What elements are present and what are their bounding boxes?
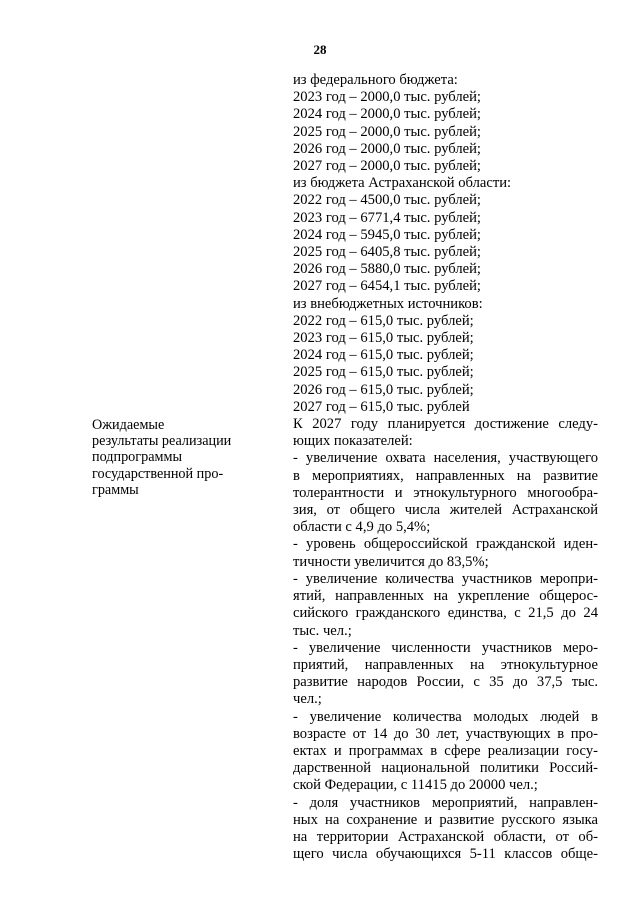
funding-line: 2026 год – 5880,0 тыс. рублей; [293,261,481,278]
funding-line: 2023 год – 615,0 тыс. рублей; [293,330,474,347]
result-line: ющих показателей: [293,433,413,450]
result-line: тичности увеличится до 83,5%; [293,553,489,570]
funding-line: 2022 год – 4500,0 тыс. рублей; [293,192,481,209]
funding-line: 2027 год – 6454,1 тыс. рублей; [293,278,481,295]
funding-line: 2022 год – 615,0 тыс. рублей; [293,312,474,329]
result-line: ных на сохранение и развитие русского языка [293,811,598,828]
result-line: толерантности и этнокультурного многообра- [293,484,598,501]
funding-line: 2026 год – 2000,0 тыс. рублей; [293,140,481,157]
row-value-column [293,72,598,863]
funding-line: 2026 год – 615,0 тыс. рублей; [293,381,474,398]
row-label-expected-results [92,417,262,498]
result-line: ектах и программах в сфере реализации госу- [293,742,598,759]
funding-line: 2024 год – 2000,0 тыс. рублей; [293,106,481,123]
funding-line: 2024 год – 5945,0 тыс. рублей; [293,226,481,243]
funding-line: 2024 год – 615,0 тыс. рублей; [293,347,474,364]
funding-line: 2025 год – 615,0 тыс. рублей; [293,364,474,381]
result-line: области с 4,9 до 5,4%; [293,519,431,536]
result-line: приятий, направленных на этнокультурное [293,656,598,673]
row-label-line: государственной про- [92,465,224,482]
result-line: развитие народов России, с 35 до 37,5 тыс. [293,674,598,691]
funding-line: из федерального бюджета: [293,72,458,88]
result-line: щего числа обучающихся 5-11 классов обще- [293,846,598,863]
result-line: - доля участников мероприятий, направлен- [293,794,598,811]
result-paragraph [293,709,598,795]
result-paragraph [293,571,598,640]
result-line: зия, от общего числа жителей Астраханской [293,502,598,519]
result-line: - увеличение количества молодых людей в [293,708,598,725]
funding-sources-list [293,72,598,416]
result-line: в мероприятиях, направленных на развитие [293,467,598,484]
result-line: ятий, направленных на укрепление общерос- [293,588,598,605]
result-paragraph [293,416,598,450]
funding-line: 2023 год – 2000,0 тыс. рублей; [293,89,481,106]
result-paragraph [293,795,598,864]
row-label-line: Ожидаемые [92,417,165,433]
funding-line: из внебюджетных источников: [293,295,483,312]
funding-line: 2027 год – 615,0 тыс. рублей [293,398,470,415]
funding-line: 2023 год – 6771,4 тыс. рублей; [293,209,481,226]
result-paragraph [293,640,598,709]
result-line: - уровень общероссийской гражданской иден- [293,536,598,553]
result-line: - увеличение численности участников меро- [293,639,598,656]
result-paragraph [293,450,598,536]
result-line: тыс. чел.; [293,622,352,639]
funding-line: 2025 год – 2000,0 тыс. рублей; [293,123,481,140]
result-line: на территории Астраханской области, от об- [293,828,598,845]
row-label-line: подпрограммы [92,449,182,466]
page-number: 28 [313,42,327,57]
row-label-line: граммы [92,481,139,498]
result-line: - увеличение охвата населения, участвующего [293,450,598,467]
funding-line: 2025 год – 6405,8 тыс. рублей; [293,244,481,261]
result-paragraph [293,536,598,570]
result-line: чел.; [293,691,322,708]
result-line: К 2027 году планируется достижение следу- [293,416,598,433]
result-line: дарственной национальной политики Россий- [293,760,598,777]
result-line: ской Федерации, с 11415 до 20000 чел.; [293,777,538,794]
result-line: возрасте от 14 до 30 лет, участвующих в про- [293,725,598,742]
result-line: - увеличение количества участников меропри- [293,570,598,587]
result-line: сийского гражданского единства, с 21,5 до 24 [293,605,598,622]
funding-line: 2027 год – 2000,0 тыс. рублей; [293,158,481,175]
funding-line: из бюджета Астраханской области: [293,175,512,192]
row-label-line: результаты реализации [92,433,232,450]
expected-results-list [293,416,598,863]
